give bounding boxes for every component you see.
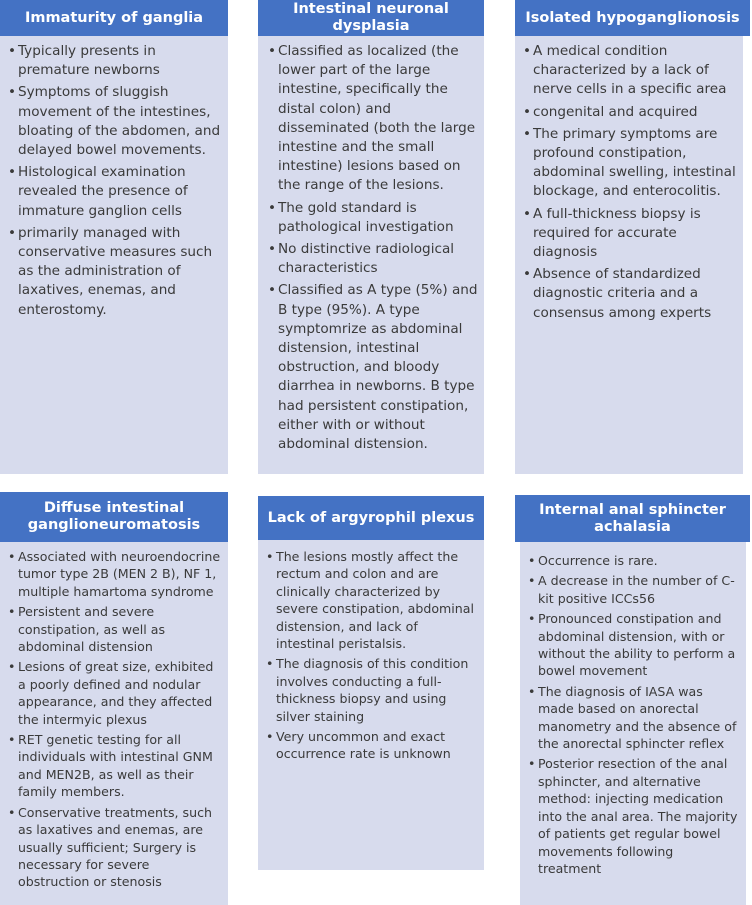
panel-body-intestinal-neuronal-dysplasia [258, 36, 484, 474]
list-item: • The gold standard is pathological investigation [268, 199, 478, 237]
list-item: • Histological examination revealed the presence of immature ganglion cells [8, 163, 222, 221]
list-item: • The primary symptoms are profound constipation, abdominal swelling, intestinal blockage, and enterocolitis. [523, 125, 737, 202]
list-item: • Absence of standardized diagnostic criteria and a consensus among experts [523, 265, 737, 323]
list-item: • Typically presents in premature newborns [8, 42, 222, 80]
panel-title-immaturity-of-ganglia: Immaturity of ganglia [0, 0, 228, 36]
list-item: • congenital and acquired [523, 103, 737, 122]
list-item: • RET genetic testing for all individuals with intestinal GNM and MEN2B, as well as their family members. [8, 731, 222, 801]
list-item: • Occurrence is rare. [528, 552, 740, 569]
panel-body-immaturity-of-ganglia [0, 36, 228, 474]
panel-title-isolated-hypoganglionosis: Isolated hypoganglionosis [515, 0, 750, 36]
list-item: • Conservative treatments, such as laxatives and enemas, are usually sufficient; Surgery is necessary for severe obstruction or stenosis [8, 804, 222, 891]
list-item: • The diagnosis of IASA was made based on anorectal manometry and the absence of the anorectal sphincter reflex [528, 683, 740, 753]
list-item: • Symptoms of sluggish movement of the intestines, bloating of the abdomen, and delayed bowel movements. [8, 83, 222, 160]
panel-title-intestinal-neuronal-dysplasia: Intestinal neuronal dysplasia [258, 0, 484, 36]
list-item: • The diagnosis of this condition involves conducting a full-thickness biopsy and using silver staining [266, 655, 478, 725]
panel-body-lack-of-argyrophil-plexus [258, 540, 484, 870]
list-item: • Pronounced constipation and abdominal distension, with or without the ability to perform a bowel movement [528, 610, 740, 680]
list-item: • Very uncommon and exact occurrence rate is unknown [266, 728, 478, 763]
list-item: • Lesions of great size, exhibited a poorly defined and nodular appearance, and they affected the intermyic plexus [8, 658, 222, 728]
panel-title-lack-of-argyrophil-plexus: Lack of argyrophil plexus [258, 496, 484, 540]
panel-body-isolated-hypoganglionosis [515, 36, 743, 474]
list-item: • Associated with neuroendocrine tumor type 2B (MEN 2 B), NF 1, multiple hamartoma syndrome [8, 548, 222, 600]
list-item: • Classified as localized (the lower part of the large intestine, specifically the distal colon) and disseminated (both the large intestine and the small intestine) lesions based on the range of the lesions. [268, 42, 478, 196]
panel-title-internal-anal-sphincter-achalasia: Internal anal sphincter achalasia [515, 495, 750, 542]
list-item: • A decrease in the number of C-kit positive ICCs56 [528, 572, 740, 607]
list-item: • A full-thickness biopsy is required for accurate diagnosis [523, 205, 737, 263]
list-item: • Posterior resection of the anal sphincter, and alternative method: injecting medication into the anal area. The majority of patients get regular bowel movements following treatment [528, 755, 740, 877]
list-item: • The lesions mostly affect the rectum and colon and are clinically characterized by severe constipation, abdominal distension, and lack of intestinal peristalsis. [266, 548, 478, 652]
list-item: • A medical condition characterized by a lack of nerve cells in a specific area [523, 42, 737, 100]
list-item: • Persistent and severe constipation, as well as abdominal distension [8, 603, 222, 655]
panel-title-diffuse-intestinal-ganglioneuromatosis: Diffuse intestinal ganglioneuromatosis [0, 492, 228, 542]
panel-body-diffuse-intestinal-ganglioneuromatosis [0, 542, 228, 905]
panel-body-internal-anal-sphincter-achalasia [520, 542, 746, 905]
list-item: • primarily managed with conservative measures such as the administration of laxatives, enemas, and enterostomy. [8, 224, 222, 320]
list-item: • Classified as A type (5%) and B type (95%). A type symptomrize as abdominal distension, intestinal obstruction, and bloody diarrhea in newborns. B type had persistent constipation, either with or without abdominal distension. [268, 281, 478, 454]
list-item: • No distinctive radiological characteristics [268, 240, 478, 278]
